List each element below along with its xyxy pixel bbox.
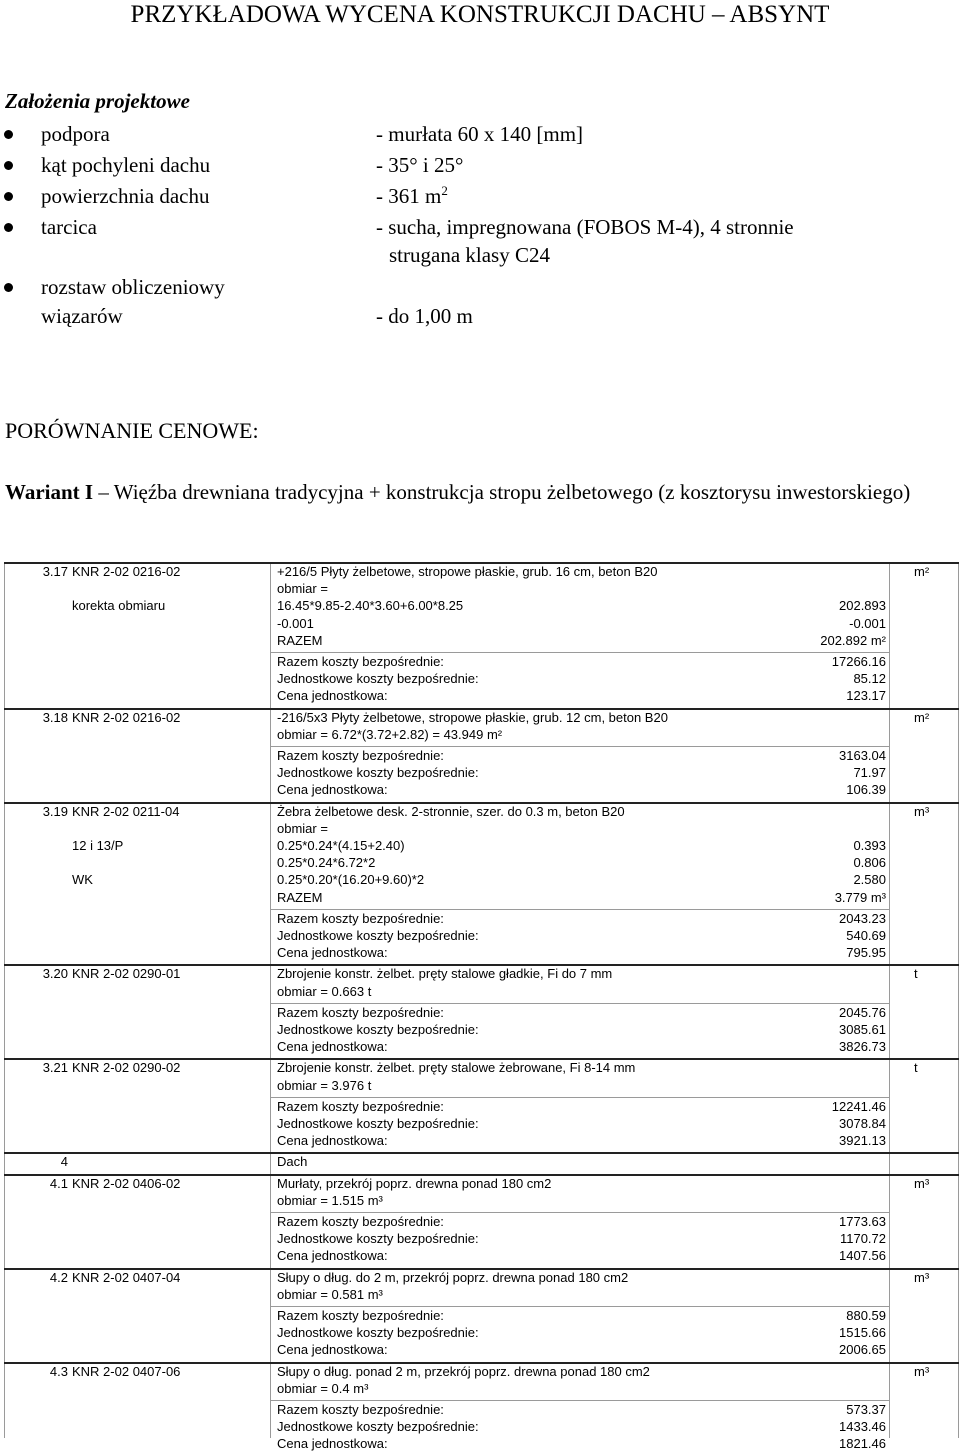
cost-label: Cena jednostkowa:: [277, 782, 388, 798]
item-description-line: 0.25*0.24*(4.15+2.40): [277, 838, 405, 853]
item-number: 3.21: [42, 1060, 68, 1076]
item-quantity: -0.001: [849, 615, 886, 631]
assumption-item: [0, 183, 960, 209]
assumption-item: [0, 214, 960, 240]
assumption-value-line2: strugana klasy C24: [389, 243, 550, 267]
item-number: 4.1: [49, 1175, 68, 1191]
item-description-line: 0.25*0.24*6.72*2: [277, 855, 376, 871]
cost-value: 1170.72: [839, 1231, 886, 1247]
item-description-line: obmiar = 1.515 m³: [277, 1192, 383, 1208]
cost-separator: [270, 1306, 890, 1307]
cost-separator: [270, 1003, 890, 1004]
cost-label: Razem koszty bezpośrednie:: [277, 1402, 444, 1417]
assumption-label: kąt pochyleni dachu: [41, 153, 211, 177]
cost-label: Jednostkowe koszty bezpośrednie:: [277, 765, 479, 781]
item-note: WK: [72, 872, 93, 888]
column-divider: [4, 562, 5, 1438]
bullet-icon: [4, 283, 13, 292]
item-quantity: 3.779 m³: [834, 889, 886, 905]
bullet-icon: [4, 130, 13, 139]
assumption-item: [0, 121, 960, 147]
cost-value: 85.12: [853, 671, 886, 687]
cost-separator: [270, 909, 890, 910]
cost-value: 2045.76: [839, 1004, 886, 1020]
item-description-line: Słupy o dług. do 2 m, przekrój poprz. drewna ponad 180 cm2: [277, 1269, 629, 1285]
item-description-line: 16.45*9.85-2.40*3.60+6.00*8.25: [277, 598, 464, 614]
item-quantity: 0.393: [853, 838, 886, 853]
item-description-line: obmiar =: [277, 581, 328, 597]
cost-value: 2006.65: [839, 1342, 886, 1358]
item-unit: m³: [914, 803, 930, 819]
cost-label: Jednostkowe koszty bezpośrednie:: [277, 1022, 479, 1037]
variant-description: [5, 477, 955, 507]
page-title: PRZYKŁADOWA WYCENA KONSTRUKCJI DACHU – ABSYNT: [130, 1, 830, 28]
item-code: KNR 2-02 0290-01: [72, 966, 181, 982]
item-description-line: Zbrojenie konstr. żelbet. pręty stalowe gładkie, Fi do 7 mm: [277, 966, 613, 982]
assumption-value: - sucha, impregnowana (FOBOS M-4), 4 stronnie: [376, 215, 794, 239]
item-description-line: Słupy o dług. ponad 2 m, przekrój poprz. drewna ponad 180 cm2: [277, 1363, 650, 1379]
item-description-line: -0.001: [277, 615, 314, 631]
cost-estimate-table: [4, 562, 959, 1452]
item-code: KNR 2-02 0211-04: [72, 803, 180, 819]
cost-separator: [270, 652, 890, 653]
bullet-icon: [4, 192, 13, 201]
cost-label: Razem koszty bezpośrednie:: [277, 748, 444, 763]
cost-value: 71.97: [853, 765, 886, 781]
cost-label: Cena jednostkowa:: [277, 688, 388, 704]
cost-label: Cena jednostkowa:: [277, 1133, 388, 1149]
item-code: KNR 2-02 0290-02: [72, 1060, 181, 1076]
variant-label: Wariant I: [5, 480, 94, 504]
cost-separator: [270, 1400, 890, 1401]
item-description-line: -216/5x3 Płyty żelbetowe, stropowe płaskie, grub. 12 cm, beton B20: [277, 709, 668, 725]
item-description-line: obmiar = 0.581 m³: [277, 1286, 383, 1302]
cost-label: Jednostkowe koszty bezpośrednie:: [277, 1231, 479, 1247]
item-unit: m³: [914, 1269, 930, 1285]
item-quantity: 202.892 m²: [820, 632, 886, 648]
assumption-label-line2: wiązarów: [41, 304, 123, 328]
cost-label: Razem koszty bezpośrednie:: [277, 1098, 444, 1114]
item-code: KNR 2-02 0406-02: [72, 1175, 181, 1191]
cost-value: 540.69: [846, 928, 886, 943]
cost-value: 3921.13: [839, 1133, 886, 1149]
assumption-value: - do 1,00 m: [376, 304, 473, 328]
item-quantity: 202.893: [839, 598, 886, 614]
cost-label: Cena jednostkowa:: [277, 945, 388, 961]
item-description-line: 0.25*0.20*(16.20+9.60)*2: [277, 872, 425, 888]
section-title: Dach: [277, 1154, 308, 1170]
assumption-label: podpora: [41, 122, 110, 146]
superscript: 2: [441, 183, 448, 198]
item-description-line: obmiar = 0.4 m³: [277, 1380, 369, 1396]
item-code: KNR 2-02 0216-02: [72, 564, 181, 579]
cost-label: Cena jednostkowa:: [277, 1436, 388, 1452]
item-number: 4.2: [49, 1269, 68, 1285]
cost-value: 2043.23: [839, 910, 886, 926]
cost-value: 3163.04: [839, 748, 886, 763]
item-number: 3.20: [42, 966, 68, 982]
item-description-line: obmiar = 3.976 t: [277, 1077, 372, 1093]
item-number: 3.18: [42, 709, 68, 725]
item-unit: m³: [914, 1363, 930, 1379]
cost-label: Cena jednostkowa:: [277, 1039, 388, 1055]
cost-label: Cena jednostkowa:: [277, 1248, 388, 1264]
cost-value: 880.59: [846, 1308, 886, 1323]
item-note: korekta obmiaru: [72, 598, 166, 614]
assumption-item: [0, 152, 960, 178]
cost-value: 1515.66: [839, 1325, 886, 1341]
cost-value: 12241.46: [831, 1098, 886, 1114]
item-number: 3.19: [42, 803, 68, 819]
assumption-label: powierzchnia dachu: [41, 184, 210, 208]
comparison-heading: PORÓWNANIE CENOWE:: [5, 418, 259, 443]
cost-value: 17266.16: [831, 654, 886, 669]
cost-separator: [270, 1212, 890, 1213]
cost-label: Razem koszty bezpośrednie:: [277, 1214, 444, 1229]
cost-label: Jednostkowe koszty bezpośrednie:: [277, 1419, 479, 1435]
item-unit: t: [914, 1060, 918, 1076]
cost-label: Razem koszty bezpośrednie:: [277, 910, 444, 926]
item-quantity: 0.806: [853, 855, 886, 871]
cost-label: Jednostkowe koszty bezpośrednie:: [277, 1325, 479, 1341]
assumption-continuation: [0, 303, 960, 329]
cost-value: 1773.63: [839, 1214, 886, 1229]
item-unit: m²: [914, 709, 930, 725]
item-description-line: obmiar = 0.663 t: [277, 983, 372, 999]
item-unit: m³: [914, 1175, 930, 1191]
item-number: 3.17: [42, 564, 68, 579]
cost-value: 3826.73: [839, 1039, 886, 1055]
assumption-value: - 361 $m^2$: [376, 183, 448, 208]
item-description-line: obmiar = 6.72*(3.72+2.82) = 43.949 m²: [277, 726, 503, 742]
row-separator: [4, 1152, 959, 1154]
cost-separator: [270, 746, 890, 747]
item-description-line: RAZEM: [277, 632, 323, 648]
assumption-label: tarcica: [41, 215, 97, 239]
cost-value: 106.39: [846, 782, 886, 798]
item-quantity: 2.580: [853, 872, 886, 888]
item-note: 12 i 13/P: [72, 838, 124, 853]
variant-text: – Więźba drewniana tradycyjna + konstrukcja stropu żelbetowego (z kosztorysu inwestorskiego): [93, 480, 911, 504]
item-code: KNR 2-02 0407-04: [72, 1269, 181, 1285]
cost-label: Jednostkowe koszty bezpośrednie:: [277, 928, 479, 943]
cost-value: 3078.84: [839, 1116, 886, 1131]
assumption-label: rozstaw obliczeniowy: [41, 275, 225, 299]
item-description-line: obmiar =: [277, 820, 328, 836]
cost-value: 1407.56: [839, 1248, 886, 1264]
cost-label: Cena jednostkowa:: [277, 1342, 388, 1358]
assumption-item: [0, 274, 960, 300]
item-unit: t: [914, 966, 918, 982]
item-description-line: Żebra żelbetowe desk. 2-stronnie, szer. do 0.3 m, beton B20: [277, 803, 625, 819]
item-number: 4.3: [49, 1363, 68, 1379]
cost-value: 3085.61: [839, 1022, 886, 1037]
cost-label: Razem koszty bezpośrednie:: [277, 1308, 444, 1323]
cost-value: 795.95: [846, 945, 886, 961]
assumption-value: - 35° i 25°: [376, 153, 464, 177]
bullet-icon: [4, 161, 13, 170]
cost-value: 1433.46: [839, 1419, 886, 1435]
bullet-icon: [4, 223, 13, 232]
item-description-line: +216/5 Płyty żelbetowe, stropowe płaskie, grub. 16 cm, beton B20: [277, 564, 658, 579]
item-description-line: RAZEM: [277, 889, 323, 905]
cost-value: 573.37: [846, 1402, 886, 1417]
item-number: 4: [60, 1154, 68, 1170]
cost-separator: [270, 1097, 890, 1098]
item-unit: m²: [914, 564, 930, 579]
assumptions-heading: Założenia projektowe: [5, 89, 190, 113]
cost-label: Razem koszty bezpośrednie:: [277, 1004, 444, 1020]
item-code: KNR 2-02 0407-06: [72, 1363, 181, 1379]
cost-label: Razem koszty bezpośrednie:: [277, 654, 444, 669]
cost-label: Jednostkowe koszty bezpośrednie:: [277, 671, 479, 687]
item-description-line: Murłaty, przekrój poprz. drewna ponad 180 cm2: [277, 1175, 552, 1191]
item-code: KNR 2-02 0216-02: [72, 709, 181, 725]
item-description-line: Zbrojenie konstr. żelbet. pręty stalowe żebrowane, Fi 8-14 mm: [277, 1060, 636, 1076]
cost-value: 123.17: [846, 688, 886, 704]
column-divider: [958, 562, 959, 1438]
assumption-continuation: [0, 242, 960, 268]
assumption-value: - murłata 60 x 140 [mm]: [376, 122, 584, 146]
cost-value: 1821.46: [839, 1436, 886, 1452]
cost-label: Jednostkowe koszty bezpośrednie:: [277, 1116, 479, 1131]
